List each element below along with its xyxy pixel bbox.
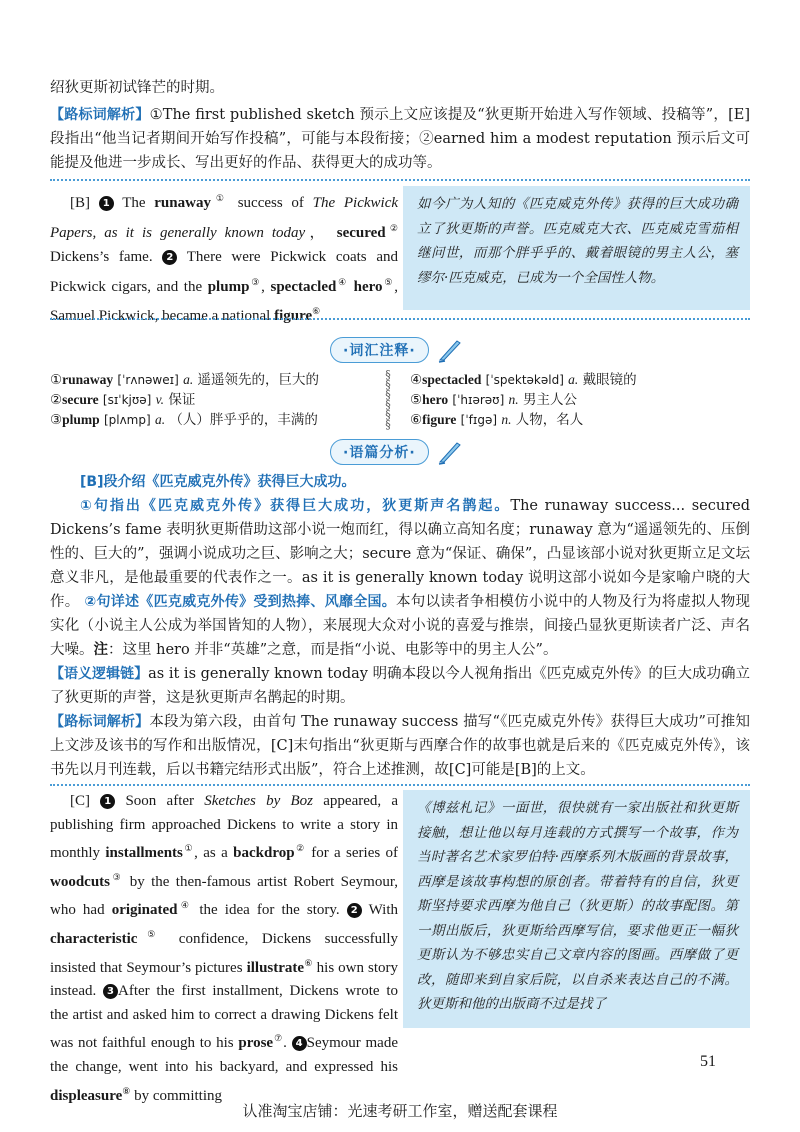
vocab-word: hero — [353, 278, 383, 295]
vocab-word: displeasure — [50, 1087, 123, 1104]
sentence-number-4: 4 — [292, 1036, 307, 1051]
vocab-item: ④spectacled [ˈspektəkəld] a. 戴眼镜的 — [410, 372, 637, 388]
analysis-sentence-1: ①句指出《匹克威克外传》获得巨大成功，狄更斯声名鹊起。The runaway success... secured Dickens’s fame 表明狄更斯借助这部小说一炮而红，得以确立高知名度；runaway 意为“遥遥领先的、压倒性的、巨大的”，强调小说成功之巨、影响之大；secure 意为“保证、确保”，凸显该部小说对狄更斯立足文坛意义非凡，是他最重要的代表作之一。as it is generally known today 说明这部小说如今是家喻户晓的大作。 ②句详述《匹克威克外传》受到热捧、风靡全国。本句以读者争相模仿小说中的人物及行为将虚拟人物现实化（小说主人公成为举国皆知的人物），来展现大众对小说的喜爱与推崇，间接凸显狄更斯读者广泛、声名大噪。注：这里 hero 并非“英雄”之意，而是指“小说、电影等中的男主人公”。 — [50, 498, 751, 658]
intro-line — [50, 76, 750, 100]
footer-text: 认准淘宝店铺：光速考研工作室，赠送配套课程 — [242, 1102, 558, 1120]
vocab-item: ③plump [plʌmp] a. （人）胖乎乎的，丰满的 — [50, 412, 318, 428]
divider — [50, 784, 750, 786]
vocab-word: runaway — [154, 195, 211, 211]
vocab-item: ②secure [sɪˈkjʊə] v. 保证 — [50, 392, 196, 408]
vocab-word: plump — [207, 278, 250, 295]
vocab-item: ⑤hero [ˈhɪərəʊ] n. 男主人公 — [410, 392, 577, 408]
vocab-word: woodcuts — [50, 873, 111, 890]
book-title: The Pickwick Papers — [50, 195, 399, 241]
sentence-number-1: 1 — [99, 196, 114, 211]
vocab-heading-pill: ·词汇注释· — [330, 337, 429, 363]
vocab-word: installments — [105, 845, 183, 862]
vocab-column-right — [410, 370, 740, 430]
b-summary: [B]段介绍《匹克威克外传》获得巨大成功。 — [80, 474, 356, 490]
divider — [50, 318, 750, 320]
quill-pen-icon — [437, 439, 463, 465]
paragraph-b-translation: 如今广为人知的《匹克威克外传》获得的巨大成功确立了狄更斯的声誉。匹克威克大衣、匹克威克雪茄相继问世，而那个胖乎乎的、戴着眼镜的男主人公，塞缪尔·匹克威克，已成为一个全国性人物。 — [403, 186, 750, 310]
paragraph-label: [C] — [70, 793, 90, 809]
signpost-text: ①The first published sketch 预示上文应该提及“狄更斯开始进入写作领域、投稿等”，[E]段指出“他当记者期间开始写作投稿”，可能与本段衔接；②earned him a modest reputation 预示后文可能提及他进一步成长、写出更好的作品、获得更大的成功等。 — [50, 107, 750, 171]
vocab-item: ①runaway [ˈrʌnəweɪ] a. 遥遥领先的，巨大的 — [50, 372, 319, 388]
vocab-item: ⑥figure [ˈfɪgə] n. 人物，名人 — [410, 412, 584, 428]
sentence-number-2: 2 — [347, 903, 362, 918]
paragraph-c-english: [C] 1 Soon after Sketches by Boz appeared, a publishing firm approached Dickens to write a story in monthly installments①, as a backdrop② for a series of woodcuts③ by the then-famous artist Robert Seymour, who had originated④ the idea for the story. 2 With characteristic⑤ confidence, Dickens successfully insisted that Seymour’s pictures illustrate⑥ his own story instead. 3 After the first installment, Dickens wrote to the artist and asked him to correct a drawing Dickens felt was not faithful enough to his prose⑦. 4 Seymour made the change, went into his backyard, and expressed his displeasure⑧ by committing — [50, 793, 399, 1104]
book-title: Sketches by Boz — [204, 793, 314, 809]
vocab-word: originated — [111, 902, 178, 919]
discourse-heading-pill: ·语篇分析· — [330, 439, 429, 465]
vocab-divider: § § § § § § — [385, 368, 391, 431]
note-label: 注 — [93, 641, 108, 658]
vocab-word: characteristic — [50, 930, 138, 947]
signpost-analysis-2: 【路标词解析】本段为第六段，由首句 The runaway success 描写“《匹克威克外传》获得巨大成功”可推知上文涉及该书的写作和出版情况，[C]末句指出“狄更斯与西摩合作的故事也就是后来的《匹克威克外传》，该书先以月刊连载，后以书籍完结形式出版”，符合上述推测，故[C]可能是[B]的上文。 — [50, 714, 751, 778]
signpost-analysis-1 — [50, 103, 750, 175]
discourse-heading — [330, 439, 463, 465]
analysis-sentence-2-head: ②句详述《匹克威克外传》受到热捧、风靡全国。 — [84, 594, 397, 610]
vocab-word: backdrop — [233, 845, 295, 862]
paragraph-label: [B] — [70, 195, 90, 211]
vocab-word: secured — [336, 224, 386, 241]
vocab-heading — [330, 337, 463, 363]
paragraph-c-translation: 《博兹札记》一面世，很快就有一家出版社和狄更斯接触，想让他以每月连载的方式撰写一个故事，作为当时著名艺术家罗伯特·西摩系列木版画的背景故事，西摩是该故事构想的原创者。带着特有的自信，狄更斯坚持要求西摩为他自己（狄更斯）的故事配图。第一期出版后，狄更斯给西摩写信，要求他更正一幅狄更斯认为不够忠实自己文章内容的图画。西摩做了更改，随即来到自家后院，以自杀来表达自己的不满。狄更斯和他的出版商不过是找了 — [403, 790, 750, 1028]
vocab-column-left — [50, 370, 380, 430]
sentence-number-2: 2 — [162, 250, 177, 265]
logic-chain: 【语义逻辑链】as it is generally known today 明确本段以今人视角指出《匹克威克外传》的巨大成功确立了狄更斯的声誉，这是狄更斯声名鹊起的时期。 — [50, 666, 751, 706]
divider — [50, 179, 750, 181]
signpost-tag: 【路标词解析】 — [50, 107, 150, 123]
paragraph-b-english: [B] 1 The runaway① success of The Pickwick Papers, as it is generally known today， secured② Dickens’s fame. 2 There were Pickwick coats and Pickwick cigars, and the plump③, spectacled④ hero⑤, Samuel Pickwick, became a national figure⑥. — [50, 193, 399, 325]
page-number: 51 — [700, 1053, 716, 1070]
vocab-word: illustrate — [246, 959, 305, 976]
sentence-number-1: 1 — [100, 794, 115, 809]
intro-text: 绍狄更斯初试锋芒的时期。 — [50, 80, 224, 96]
vocab-list — [50, 370, 750, 430]
vocab-word: prose — [238, 1035, 274, 1052]
vocab-word: spectacled — [270, 278, 337, 295]
vocab-word: figure — [274, 308, 313, 325]
sentence-number-3: 3 — [103, 984, 118, 999]
quill-pen-icon — [437, 337, 463, 363]
